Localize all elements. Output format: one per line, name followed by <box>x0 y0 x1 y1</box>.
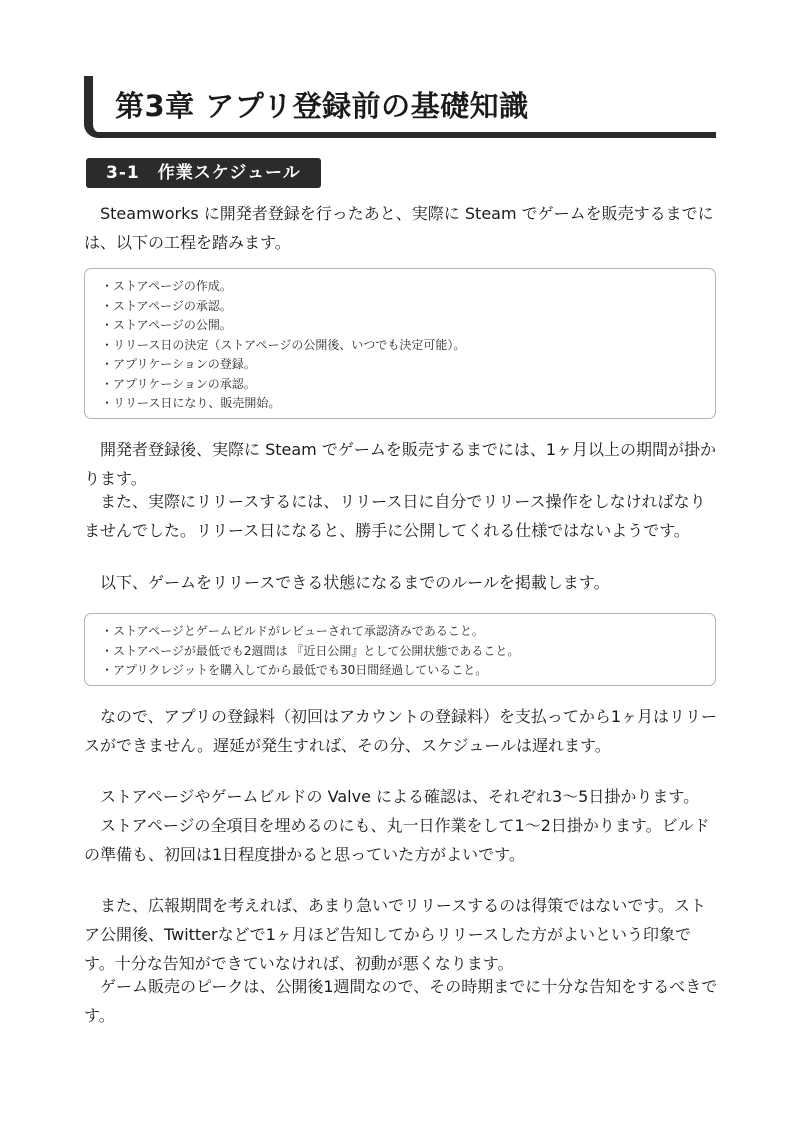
list-item: ・アプリクレジットを購入してから最低でも30日間経過していること。 <box>101 663 488 677</box>
list-item: ・ストアページの承認。 <box>101 298 232 313</box>
paragraph: ゲーム販売のピークは、公開後1週間なので、その時期までに十分な告知をするべきです。 <box>84 977 718 1025</box>
process-steps-box <box>84 268 716 419</box>
paragraph: なので、アプリの登録料（初回はアカウントの登録料）を支払ってから1ヶ月はリリースができません。遅延が発生すれば、その分、スケジュールは遅れます。 <box>84 707 718 755</box>
paragraph: ストアページやゲームビルドの Valve による確認は、それぞれ3～5日掛かります。 <box>100 787 700 806</box>
paragraph: ストアページの全項目を埋めるのにも、丸一日作業をして1～2日掛かります。ビルドの準備も、初回は1日程度掛かると思っていた方がよいです。 <box>84 816 710 864</box>
list-item: ・ストアページの作成。 <box>101 279 232 293</box>
list-item: ・ストアページとゲームビルドがレビューされて承認済みであること。 <box>101 624 484 638</box>
list-item: ・ストアページの公開。 <box>101 318 232 332</box>
list-item: ・アプリケーションの登録。 <box>101 357 256 371</box>
list-item: ・リリース日の決定（ストアページの公開後、いつでも決定可能）。 <box>101 337 466 352</box>
chapter-title: 第3章 アプリ登録前の基礎知識 <box>115 89 529 123</box>
paragraph: また、実際にリリースするには、リリース日に自分でリリース操作をしなければなりませんでした。リリース日になると、勝手に公開してくれる仕様ではないようです。 <box>84 492 706 540</box>
list-item: ・アプリケーションの承認。 <box>101 376 256 391</box>
paragraph: 以下、ゲームをリリースできる状態になるまでのルールを掲載します。 <box>100 573 610 592</box>
paragraph: また、広報期間を考えれば、あまり急いでリリースするのは得策ではないです。ストア公開後、Twitterなどで1ヶ月ほど告知してからリリースした方がよいという印象です。十分な告知ができていなければ、初動が悪くなります。 <box>84 896 706 973</box>
list-item: ・ストアページが最低でも2週間は 『近日公開』として公開状態であること。 <box>101 643 520 658</box>
section-heading: 3-1 作業スケジュール <box>86 158 321 188</box>
list-item: ・リリース日になり、販売開始。 <box>101 396 281 410</box>
release-rules-box <box>84 613 716 686</box>
paragraph: 開発者登録後、実際に Steam でゲームを販売するまでには、1ヶ月以上の期間が掛かります。 <box>84 440 717 488</box>
chapter-heading <box>84 76 716 138</box>
paragraph: Steamworks に開発者登録を行ったあと、実際に Steam でゲームを販売するまでには、以下の工程を踏みます。 <box>84 204 714 252</box>
